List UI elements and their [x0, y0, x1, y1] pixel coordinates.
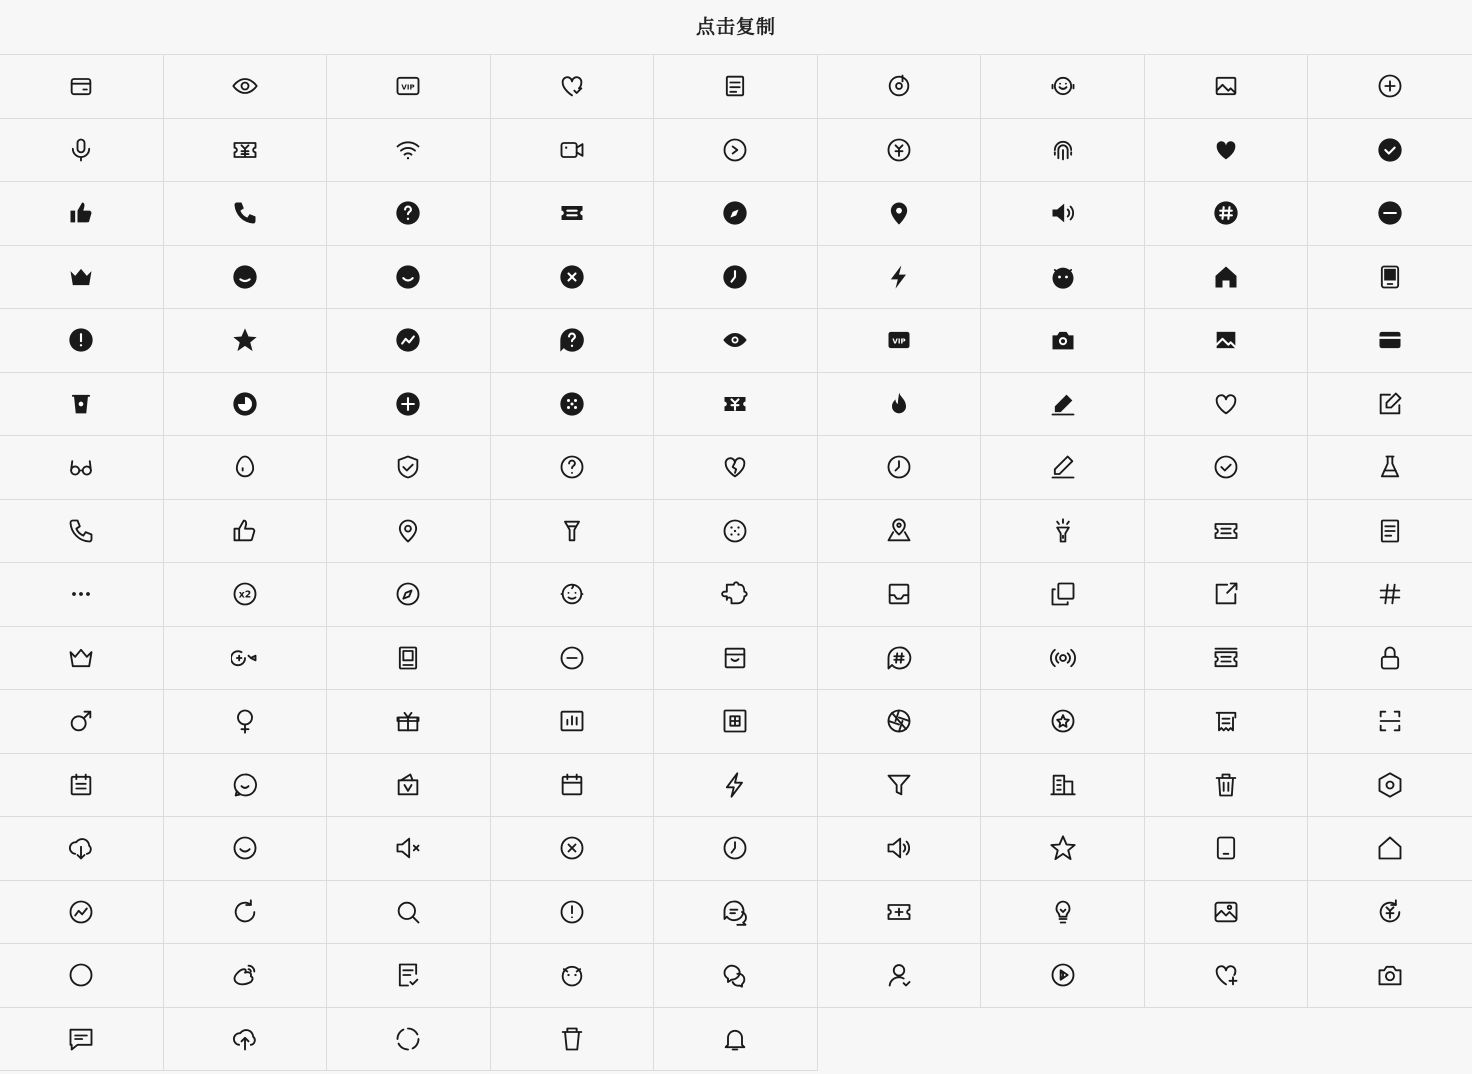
icon-cell-phone[interactable]	[0, 500, 164, 564]
heart-check-icon	[558, 72, 586, 100]
icon-cell-cat-face-filled[interactable]	[981, 246, 1145, 310]
music-disc-icon	[885, 72, 913, 100]
icon-cell-clock[interactable]	[818, 436, 982, 500]
yen-ticket-filled-icon	[721, 390, 749, 418]
icon-cell-crown[interactable]	[0, 627, 164, 691]
icon-cell-fingerprint[interactable]	[981, 119, 1145, 183]
wallet-icon	[67, 72, 95, 100]
icon-cell-close-circle-filled[interactable]	[491, 246, 655, 310]
icon-cell-home[interactable]	[1308, 817, 1472, 881]
cloud-download-icon	[67, 834, 95, 862]
icon-cell-ticket-filled[interactable]	[491, 182, 655, 246]
icon-cell-hashtag-filled[interactable]	[1145, 182, 1309, 246]
icon-cell-thumbs-up[interactable]	[164, 500, 328, 564]
yen-refresh-icon	[1376, 898, 1404, 926]
icon-cell-card-filled[interactable]	[1308, 309, 1472, 373]
crown-filled-icon	[67, 263, 95, 291]
egg-icon	[231, 453, 259, 481]
clock-filled-icon	[721, 263, 749, 291]
check-circle-filled-icon	[1376, 136, 1404, 164]
dice-filled-icon	[558, 390, 586, 418]
speaker-filled-icon	[1049, 199, 1077, 227]
microphone-icon	[67, 136, 95, 164]
icon-cell-camera-filled[interactable]	[981, 309, 1145, 373]
icon-cell-chat-smile[interactable]	[164, 754, 328, 818]
location-icon	[394, 517, 422, 545]
play-badge-icon	[1049, 961, 1077, 989]
icon-cell-calendar-list[interactable]	[0, 754, 164, 818]
icon-cell-pencil[interactable]	[981, 436, 1145, 500]
edit-icon	[1376, 390, 1404, 418]
glasses-icon	[67, 453, 95, 481]
icon-cell-cup[interactable]	[491, 1008, 655, 1072]
icon-cell-egg[interactable]	[164, 436, 328, 500]
cup-filled-icon	[67, 390, 95, 418]
lightning-filled-icon	[885, 263, 913, 291]
hashtag-filled-icon	[1212, 199, 1240, 227]
icon-cell-play-circle[interactable]	[654, 119, 818, 183]
plus-circle-filled-icon	[394, 390, 422, 418]
ticket-icon	[1212, 517, 1240, 545]
calendar-icon	[558, 771, 586, 799]
picture-filled-icon	[1212, 326, 1240, 354]
female-icon	[231, 707, 259, 735]
icon-cell-male[interactable]	[0, 690, 164, 754]
icon-cell-camera[interactable]	[1308, 944, 1472, 1008]
icon-cell-refresh[interactable]	[164, 881, 328, 945]
wifi-icon	[394, 136, 422, 164]
screen-icon	[394, 644, 422, 672]
copy-icon	[1049, 580, 1077, 608]
minus-circle-icon	[558, 644, 586, 672]
icon-cell-location-filled[interactable]	[818, 182, 982, 246]
star-circle-icon	[1049, 707, 1077, 735]
icon-cell-star-circle[interactable]	[981, 690, 1145, 754]
cat-face-icon	[558, 961, 586, 989]
close-circle-icon	[558, 834, 586, 862]
icon-cell-puzzle[interactable]	[654, 563, 818, 627]
icon-cell-thumbs-up-filled[interactable]	[0, 182, 164, 246]
icon-cell-exclamation-circle[interactable]	[491, 881, 655, 945]
icon-cell-flashlight[interactable]	[981, 500, 1145, 564]
icon-cell-picture-filled[interactable]	[1145, 309, 1309, 373]
icon-cell-phone-filled[interactable]	[164, 182, 328, 246]
scan-icon	[1376, 707, 1404, 735]
icon-cell-dice-filled[interactable]	[491, 373, 655, 437]
icon-cell-smile[interactable]	[164, 817, 328, 881]
map-pin-icon	[885, 517, 913, 545]
icon-cell-torch[interactable]	[491, 500, 655, 564]
page-title: 点击复制	[0, 0, 1472, 55]
lightning-icon	[721, 771, 749, 799]
camera-filled-icon	[1049, 326, 1077, 354]
icon-cell-vip-filled[interactable]	[818, 309, 982, 373]
shield-check-icon	[394, 453, 422, 481]
svg-text:VIP: VIP	[892, 337, 906, 346]
broadcast-icon	[1049, 644, 1077, 672]
icon-cell-star-filled[interactable]	[164, 309, 328, 373]
icon-cell-question-bubble-filled[interactable]	[491, 309, 655, 373]
heart-filled-icon	[1212, 136, 1240, 164]
smile-filled-icon	[394, 263, 422, 291]
icon-cell-tablet[interactable]	[1145, 817, 1309, 881]
icon-cell-microphone[interactable]	[0, 119, 164, 183]
compass-icon	[394, 580, 422, 608]
filter-icon	[885, 771, 913, 799]
icon-cell-loading[interactable]	[327, 1008, 491, 1072]
icon-cell-check-circle-filled[interactable]	[1308, 119, 1472, 183]
smile-icon	[231, 834, 259, 862]
play-circle-icon	[721, 136, 749, 164]
star-icon	[1049, 834, 1077, 862]
minus-circle-filled-icon	[1376, 199, 1404, 227]
icon-cell-edit[interactable]	[1308, 373, 1472, 437]
pie-filled-icon	[231, 390, 259, 418]
icon-cell-bar-chart[interactable]	[491, 690, 655, 754]
tablet-filled-icon	[1376, 263, 1404, 291]
trash-icon	[1212, 771, 1240, 799]
icon-cell-chat-bubbles[interactable]	[654, 881, 818, 945]
thumbs-up-icon	[231, 517, 259, 545]
crown-icon	[67, 644, 95, 672]
icon-cell-play-badge[interactable]	[981, 944, 1145, 1008]
compass-filled-icon	[721, 199, 749, 227]
pen-filled-icon	[1049, 390, 1077, 418]
vip-filled-icon	[885, 326, 913, 354]
icon-cell-trend-circle[interactable]	[0, 881, 164, 945]
icon-cell-wallet[interactable]	[0, 55, 164, 119]
icon-cell-smile-filled[interactable]	[327, 246, 491, 310]
icon-cell-question-circle[interactable]	[491, 436, 655, 500]
icon-cell-heart-filled[interactable]	[1145, 119, 1309, 183]
close-circle-filled-icon	[558, 263, 586, 291]
message-icon	[67, 1025, 95, 1053]
icon-cell-trash[interactable]	[1145, 754, 1309, 818]
gamepad-icon	[231, 644, 259, 672]
icon-cell-chat-face-filled[interactable]	[164, 246, 328, 310]
icon-cell-folder-v[interactable]	[327, 754, 491, 818]
icon-cell-shield-check[interactable]	[327, 436, 491, 500]
exclamation-filled-icon	[67, 326, 95, 354]
more-icon	[67, 580, 95, 608]
hashtag-bubble-icon	[885, 644, 913, 672]
icon-cell-doc-check[interactable]	[327, 944, 491, 1008]
icon-cell-fire-filled[interactable]	[818, 373, 982, 437]
icon-cell-message[interactable]	[0, 1008, 164, 1072]
trend-circle-icon	[67, 898, 95, 926]
icon-cell-screen[interactable]	[327, 627, 491, 691]
photo-frame-icon	[721, 707, 749, 735]
icon-cell-document[interactable]	[1308, 500, 1472, 564]
icon-cell-tablet-filled[interactable]	[1308, 246, 1472, 310]
bar-chart-icon	[558, 707, 586, 735]
flashlight-icon	[1049, 517, 1077, 545]
coupon-icon	[1212, 644, 1240, 672]
add-circle-icon	[1376, 72, 1404, 100]
icon-cell-scan[interactable]	[1308, 690, 1472, 754]
question-bubble-filled-icon	[558, 326, 586, 354]
icon-cell-cup-filled[interactable]	[0, 373, 164, 437]
cloud-upload-icon	[231, 1025, 259, 1053]
fire-filled-icon	[885, 390, 913, 418]
volume-icon	[885, 834, 913, 862]
check-circle-icon	[1212, 453, 1240, 481]
icon-cell-filter[interactable]	[818, 754, 982, 818]
icon-cell-mute[interactable]	[327, 817, 491, 881]
icon-cell-more[interactable]	[0, 563, 164, 627]
icon-cell-note[interactable]	[654, 55, 818, 119]
chat-smile-icon	[231, 771, 259, 799]
eye-icon	[231, 72, 259, 100]
icon-cell-bell[interactable]	[654, 1008, 818, 1072]
icon-cell-inbox[interactable]	[818, 563, 982, 627]
icon-cell-lightning-filled[interactable]	[818, 246, 982, 310]
icon-cell-exclamation-filled[interactable]	[0, 309, 164, 373]
exclamation-circle-icon	[558, 898, 586, 926]
icon-cell-lightning[interactable]	[654, 754, 818, 818]
icon-cell-picture[interactable]	[1145, 55, 1309, 119]
icon-cell-laugh-face[interactable]	[981, 55, 1145, 119]
svg-text:VIP: VIP	[401, 83, 415, 92]
icon-cell-hexagon[interactable]	[1308, 754, 1472, 818]
icon-cell-star[interactable]	[981, 817, 1145, 881]
icon-cell-vip[interactable]	[327, 55, 491, 119]
video-camera-icon	[558, 136, 586, 164]
heart-icon	[1212, 390, 1240, 418]
icon-cell-music-disc[interactable]	[818, 55, 982, 119]
icon-cell-check-circle[interactable]	[1145, 436, 1309, 500]
icon-cell-cloud-download[interactable]	[0, 817, 164, 881]
icon-cell-trend-circle-filled[interactable]	[327, 309, 491, 373]
icon-cell-x2-circle[interactable]	[164, 563, 328, 627]
doc-check-icon	[394, 961, 422, 989]
ticket-filled-icon	[558, 199, 586, 227]
chat-bubbles-icon	[721, 898, 749, 926]
bell-icon	[721, 1025, 749, 1053]
icon-cell-plus-circle-filled[interactable]	[327, 373, 491, 437]
icon-cell-glasses[interactable]	[0, 436, 164, 500]
gift-icon	[394, 707, 422, 735]
wechat-icon	[721, 961, 749, 989]
icon-cell-image[interactable]	[1145, 881, 1309, 945]
share-icon	[1212, 580, 1240, 608]
card-filled-icon	[1376, 326, 1404, 354]
trend-circle-filled-icon	[394, 326, 422, 354]
icon-cell-weibo[interactable]	[164, 944, 328, 1008]
icon-cell-yen-ticket-filled[interactable]	[654, 373, 818, 437]
heart-broken-icon	[721, 453, 749, 481]
icon-cell-gamepad[interactable]	[164, 627, 328, 691]
icon-cell-volume[interactable]	[818, 817, 982, 881]
star-filled-icon	[231, 326, 259, 354]
icon-cell-minus-circle[interactable]	[491, 627, 655, 691]
icon-cell-eye[interactable]	[164, 55, 328, 119]
icon-cell-add-circle[interactable]	[1308, 55, 1472, 119]
icon-cell-cat-face[interactable]	[491, 944, 655, 1008]
icon-cell-close-circle[interactable]	[491, 817, 655, 881]
vip-icon	[394, 72, 422, 100]
receipt-icon	[1212, 707, 1240, 735]
icon-cell-pen-filled[interactable]	[981, 373, 1145, 437]
pencil-icon	[1049, 453, 1077, 481]
icon-cell-cloud-upload[interactable]	[164, 1008, 328, 1072]
icon-cell-hashtag-bubble[interactable]	[818, 627, 982, 691]
mute-icon	[394, 834, 422, 862]
icon-cell-share[interactable]	[1145, 563, 1309, 627]
icon-cell-ticket[interactable]	[1145, 500, 1309, 564]
icon-grid	[0, 55, 1472, 1071]
home-filled-icon	[1212, 263, 1240, 291]
icon-cell-receipt[interactable]	[1145, 690, 1309, 754]
icon-cell-lock[interactable]	[1308, 627, 1472, 691]
icon-cell-home-filled[interactable]	[1145, 246, 1309, 310]
clock-outline-icon	[721, 834, 749, 862]
icon-cell-dice[interactable]	[654, 500, 818, 564]
refresh-icon	[231, 898, 259, 926]
yen-circle-icon	[885, 136, 913, 164]
icon-cell-clock-filled[interactable]	[654, 246, 818, 310]
icon-cell-minus-circle-filled[interactable]	[1308, 182, 1472, 246]
user-icon	[885, 961, 913, 989]
icon-cell-wifi[interactable]	[327, 119, 491, 183]
icon-cell-user[interactable]	[818, 944, 982, 1008]
icon-cell-yen-ticket[interactable]	[164, 119, 328, 183]
image-icon	[1212, 898, 1240, 926]
icon-cell-gift[interactable]	[327, 690, 491, 754]
cat-face-filled-icon	[1049, 263, 1077, 291]
chat-face-filled-icon	[231, 263, 259, 291]
x2-circle-icon	[231, 580, 259, 608]
baby-face-icon	[558, 580, 586, 608]
picture-icon	[1212, 72, 1240, 100]
torch-icon	[558, 517, 586, 545]
circle-icon	[67, 961, 95, 989]
tablet-icon	[1212, 834, 1240, 862]
calendar-list-icon	[67, 771, 95, 799]
icon-cell-speaker-filled[interactable]	[981, 182, 1145, 246]
icon-cell-photo-frame[interactable]	[654, 690, 818, 754]
flask-icon	[1376, 453, 1404, 481]
icon-cell-yen-circle[interactable]	[818, 119, 982, 183]
inbox-icon	[885, 580, 913, 608]
svg-text:x2: x2	[238, 589, 252, 601]
icon-cell-question-filled[interactable]	[327, 182, 491, 246]
weibo-icon	[231, 961, 259, 989]
icon-cell-heart-broken[interactable]	[654, 436, 818, 500]
icon-cell-baby-face[interactable]	[491, 563, 655, 627]
icon-cell-copy[interactable]	[981, 563, 1145, 627]
home-icon	[1376, 834, 1404, 862]
lightbulb-icon	[1049, 898, 1077, 926]
thumbs-up-filled-icon	[67, 199, 95, 227]
cup-icon	[558, 1025, 586, 1053]
icon-cell-wechat[interactable]	[654, 944, 818, 1008]
male-icon	[67, 707, 95, 735]
yen-ticket-icon	[231, 136, 259, 164]
phone-filled-icon	[231, 199, 259, 227]
icon-cell-broadcast[interactable]	[981, 627, 1145, 691]
icon-cell-heart-check[interactable]	[491, 55, 655, 119]
search-icon	[394, 898, 422, 926]
icon-cell-female[interactable]	[164, 690, 328, 754]
icon-cell-eye-filled[interactable]	[654, 309, 818, 373]
icon-cell-aperture[interactable]	[818, 690, 982, 754]
dice-icon	[721, 517, 749, 545]
box-icon	[721, 644, 749, 672]
icon-cell-heart[interactable]	[1145, 373, 1309, 437]
icon-cell-crown-filled[interactable]	[0, 246, 164, 310]
puzzle-icon	[721, 580, 749, 608]
icon-cell-compass[interactable]	[327, 563, 491, 627]
phone-icon	[67, 517, 95, 545]
icon-cell-compass-filled[interactable]	[654, 182, 818, 246]
folder-v-icon	[394, 771, 422, 799]
ticket-plus-icon	[885, 898, 913, 926]
question-filled-icon	[394, 199, 422, 227]
fingerprint-icon	[1049, 136, 1077, 164]
icon-cell-calendar[interactable]	[491, 754, 655, 818]
document-icon	[1376, 517, 1404, 545]
icon-cell-video-camera[interactable]	[491, 119, 655, 183]
icon-cell-building[interactable]	[981, 754, 1145, 818]
icon-cell-box[interactable]	[654, 627, 818, 691]
icon-cell-map-pin[interactable]	[818, 500, 982, 564]
building-icon	[1049, 771, 1077, 799]
laugh-face-icon	[1049, 72, 1077, 100]
aperture-icon	[885, 707, 913, 735]
icon-cell-search[interactable]	[327, 881, 491, 945]
eye-filled-icon	[721, 326, 749, 354]
location-filled-icon	[885, 199, 913, 227]
icon-cell-yen-refresh[interactable]	[1308, 881, 1472, 945]
lock-icon	[1376, 644, 1404, 672]
icon-cell-ticket-plus[interactable]	[818, 881, 982, 945]
question-circle-icon	[558, 453, 586, 481]
icon-cell-hashtag[interactable]	[1308, 563, 1472, 627]
icon-cell-heart-plus[interactable]	[1145, 944, 1309, 1008]
note-icon	[721, 72, 749, 100]
icon-cell-clock-outline[interactable]	[654, 817, 818, 881]
icon-cell-flask[interactable]	[1308, 436, 1472, 500]
icon-cell-coupon[interactable]	[1145, 627, 1309, 691]
icon-cell-circle[interactable]	[0, 944, 164, 1008]
hexagon-icon	[1376, 771, 1404, 799]
loading-icon	[394, 1025, 422, 1053]
hashtag-icon	[1376, 580, 1404, 608]
icon-cell-pie-filled[interactable]	[164, 373, 328, 437]
icon-cell-lightbulb[interactable]	[981, 881, 1145, 945]
camera-icon	[1376, 961, 1404, 989]
heart-plus-icon	[1212, 961, 1240, 989]
icon-cell-location[interactable]	[327, 500, 491, 564]
clock-icon	[885, 453, 913, 481]
